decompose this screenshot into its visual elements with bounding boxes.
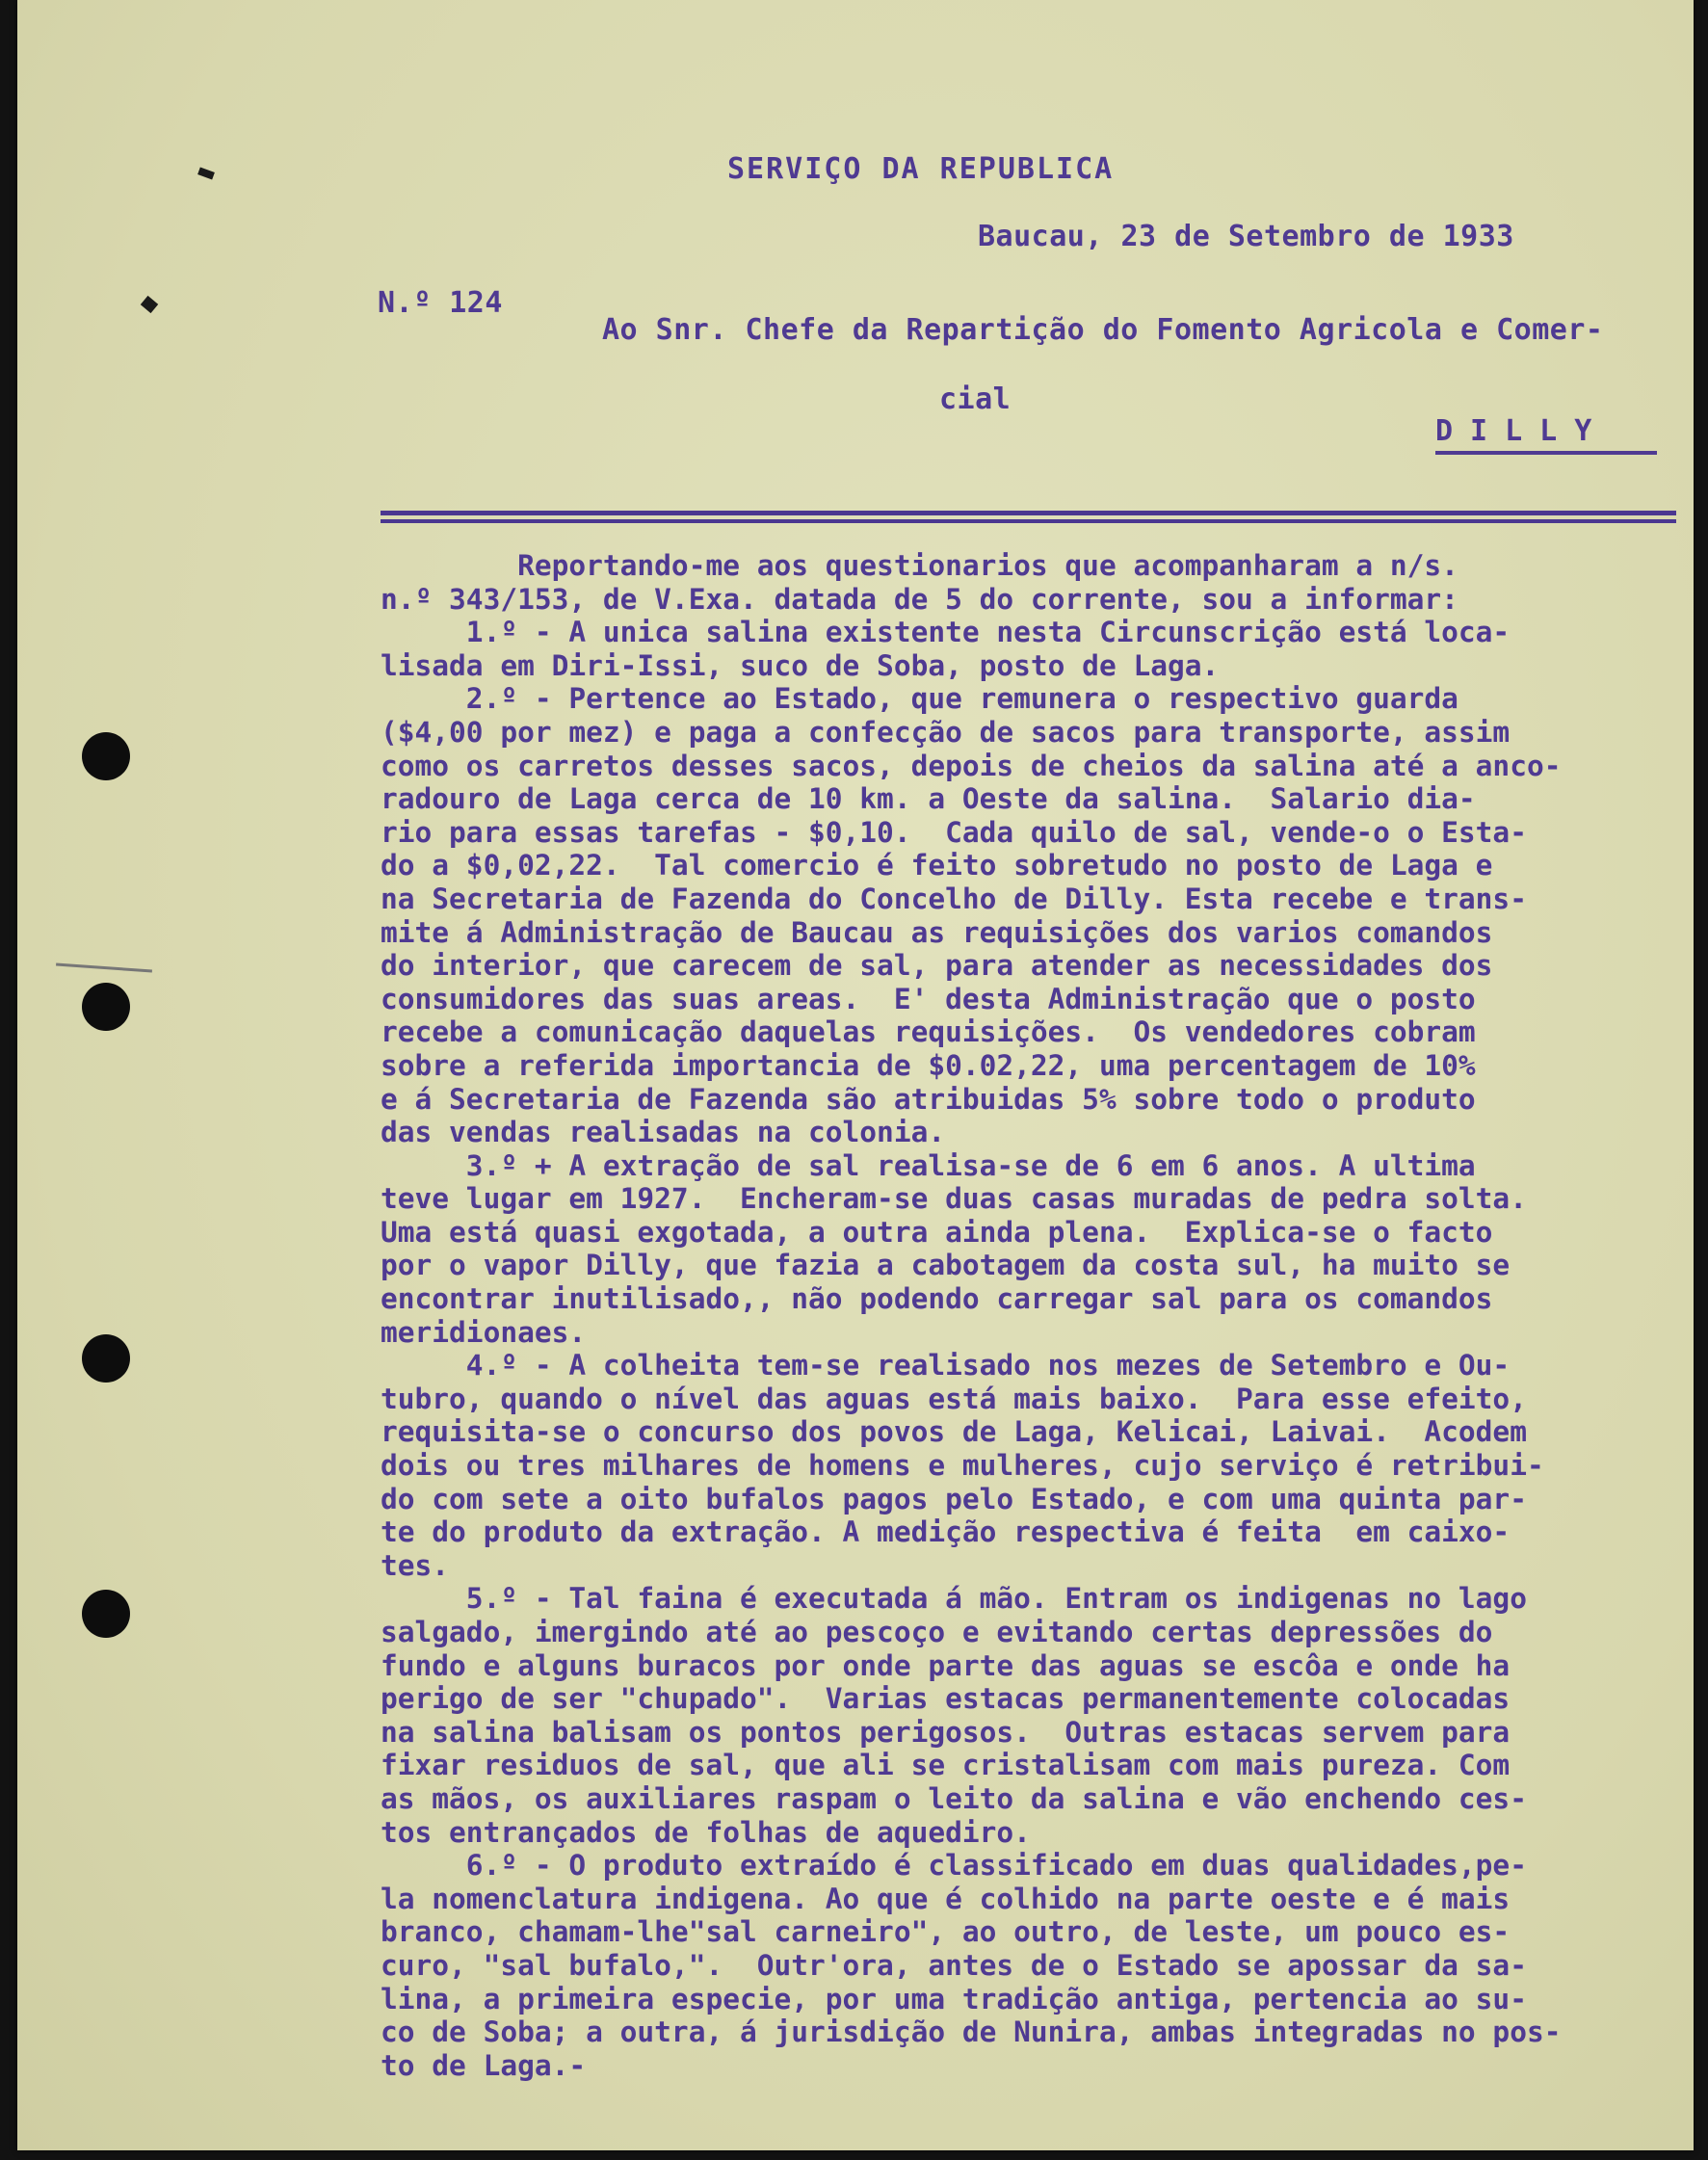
body-line: lina, a primeira especie, por uma tradição antiga, pertencia ao su- [381,1982,1527,2015]
addressee-continuation: cial [939,382,1012,416]
body-line: lisada em Diri-Issi, suco de Soba, posto de Laga. [381,648,1220,682]
body-line: requisita-se o concurso dos povos de Laga, Kelicai, Laivai. Acodem [381,1415,1527,1449]
body-line: na Secretaria de Fazenda do Concelho de Dilly. Esta recebe e trans- [381,882,1527,915]
body-line: te do produto da extração. A medição respectiva é feita em caixo- [381,1515,1511,1549]
destination-underline [1435,451,1657,455]
body-line: Reportando-me aos questionarios que acompanharam a n/s. [381,549,1458,582]
body-line: 5.º - Tal faina é executada á mão. Entram os indigenas no lago [381,1582,1527,1616]
body-line: meridionaes. [381,1315,587,1349]
body-line: recebe a comunicação daquelas requisições. Os vendedores cobram [381,1015,1476,1049]
body-line: tes. [381,1548,450,1582]
body-line: curo, "sal bufalo,". Outr'ora, antes de o Estado se apossar da sa- [381,1948,1527,1982]
punch-hole [82,732,130,780]
body-line: 3.º + A extração de sal realisa-se de 6 em 6 anos. A ultima [381,1148,1476,1182]
divider-rule [381,511,1676,515]
body-line: encontrar inutilisado,, não podendo carregar sal para os comandos [381,1282,1493,1316]
body-line: na salina balisam os pontos perigosos. Outras estacas servem para [381,1715,1511,1749]
body-line: teve lugar em 1927. Encheram-se duas casas muradas de pedra solta. [381,1182,1527,1216]
ink-mark [197,168,215,180]
document-number: N.º 124 [378,286,503,320]
body-line: e á Secretaria de Fazenda são atribuidas 5% sobre todo o produto [381,1082,1476,1116]
body-line: consumidores das suas areas. E' desta Administração que o posto [381,982,1476,1015]
body-line: tos entrançados de folhas de aquediro. [381,1815,1031,1849]
body-line: dois ou tres milhares de homens e mulheres, cujo serviço é retribui- [381,1449,1544,1483]
punch-hole [82,1590,130,1638]
body-line: fundo e alguns buracos por onde parte das aguas se escôa e onde ha [381,1648,1511,1682]
letter-body [381,549,1676,2082]
body-line: das vendas realisadas na colonia. [381,1116,946,1149]
body-line: 4.º - A colheita tem-se realisado nos mezes de Setembro e Ou- [381,1349,1511,1383]
body-line: radouro de Laga cerca de 10 km. a Oeste da salina. Salario dia- [381,782,1476,816]
body-line: salgado, imergindo até ao pescoço e evitando certas depressões do [381,1616,1493,1648]
body-line: n.º 343/153, de V.Exa. datada de 5 do corrente, sou a informar: [381,582,1458,616]
body-line: fixar residuos de sal, que ali se cristalisam com mais pureza. Com [381,1749,1511,1782]
body-line: 2.º - Pertence ao Estado, que remunera o respectivo guarda [381,682,1458,716]
body-line: ($4,00 por mez) e paga a confecção de sacos para transporte, assim [381,715,1511,749]
page-title: SERVIÇO DA REPUBLICA [727,152,1115,186]
body-line: as mãos, os auxiliares raspam o leito da salina e vão enchendo ces- [381,1781,1527,1815]
body-line: 6.º - O produto extraído é classificado em duas qualidades,pe- [381,1849,1527,1883]
body-line: branco, chamam-lhe"sal carneiro", ao outro, de leste, um pouco es- [381,1915,1511,1949]
body-line: mite á Administração de Baucau as requisições dos varios comandos [381,915,1493,949]
divider-rule [381,519,1676,523]
punch-hole [82,983,130,1031]
body-line: Uma está quasi exgotada, a outra ainda plena. Explica-se o facto [381,1215,1493,1249]
body-line: do com sete a oito bufalos pagos pelo Estado, e com uma quinta par- [381,1482,1527,1515]
body-line: co de Soba; a outra, á jurisdição de Nunira, ambas integradas no pos- [381,2015,1562,2049]
body-line: tubro, quando o nível das aguas está mais baixo. Para esse efeito, [381,1382,1527,1415]
body-line: como os carretos desses sacos, depois de cheios da salina até a anco- [381,749,1562,782]
body-line: rio para essas tarefas - $0,10. Cada quilo de sal, vende-o o Esta- [381,815,1527,849]
ink-mark [56,963,152,973]
body-line: la nomenclatura indigena. Ao que é colhido na parte oeste e é mais [381,1882,1511,1915]
ink-mark [141,296,158,313]
body-line: sobre a referida importancia de $0.02,22, uma percentagem de 10% [381,1048,1476,1082]
addressee: Ao Snr. Chefe da Repartição do Fomento Agricola e Comer- [602,313,1604,347]
body-line: 1.º - A unica salina existente nesta Circunscrição está loca- [381,616,1511,649]
destination: DILLY [1435,414,1610,448]
punch-hole [82,1334,130,1383]
body-line: do a $0,02,22. Tal comercio é feito sobretudo no posto de Laga e [381,849,1493,882]
body-line: do interior, que carecem de sal, para atender as necessidades dos [381,949,1493,983]
body-line: perigo de ser "chupado". Varias estacas permanentemente colocadas [381,1682,1511,1716]
body-line: por o vapor Dilly, que fazia a cabotagem da costa sul, ha muito se [381,1249,1511,1282]
place-date: Baucau, 23 de Setembro de 1933 [978,220,1514,253]
body-line: to de Laga.- [381,2048,587,2082]
